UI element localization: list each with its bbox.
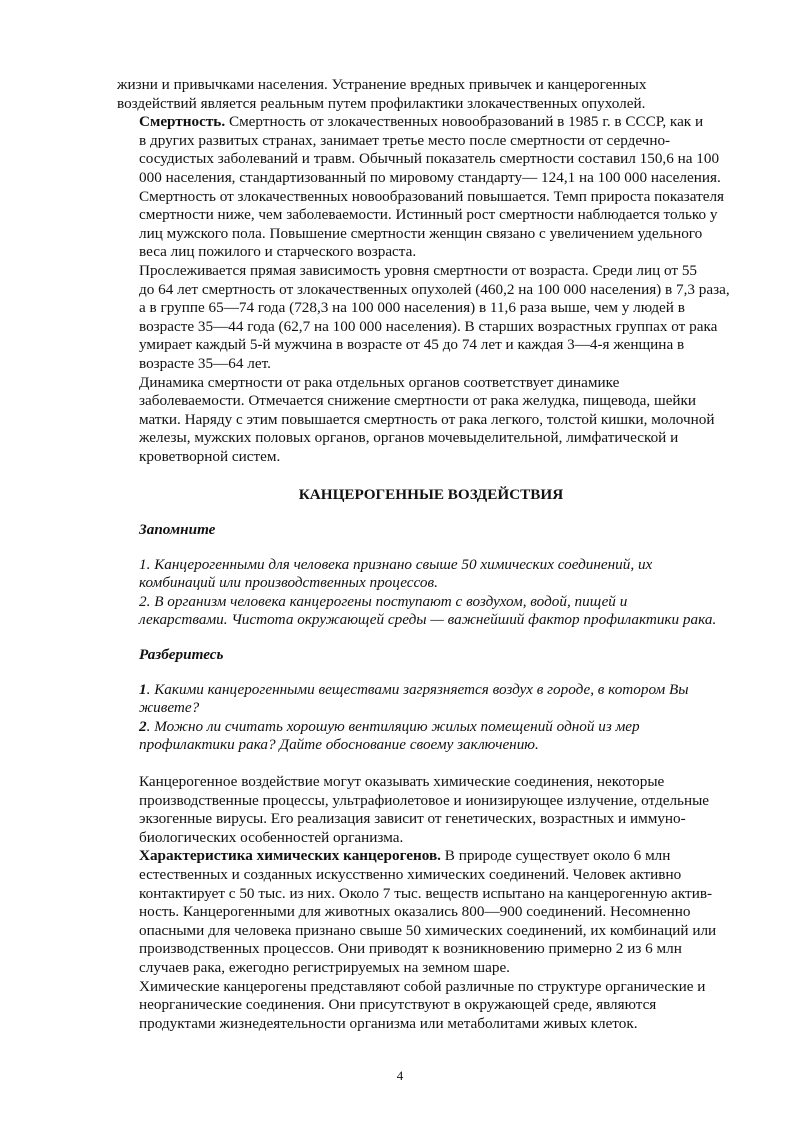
question-item-1 bbox=[117, 681, 745, 718]
text-line: умирает каждый 5-й мужчина в возрасте от 45 до 74 лет и каждая 3—4-я женщина в bbox=[139, 336, 685, 354]
question-item-2 bbox=[117, 718, 745, 755]
text-line: смертности ниже, чем заболеваемости. Истинный рост смертности наблюдается только у bbox=[139, 206, 718, 224]
text-line: Смертность от злокачественных новообразований в 1985 г. в СССР, как и bbox=[225, 113, 704, 131]
text-line: продуктами жизнедеятельности организма или метаболитами живых клеток. bbox=[139, 1014, 638, 1032]
impact-paragraph bbox=[117, 773, 745, 847]
dynamics-paragraph bbox=[117, 374, 745, 467]
text-line: производственные процессы, ультрафиолетовое и ионизирующее излучение, отдельные bbox=[139, 791, 710, 809]
mortality-term: Смертность. bbox=[139, 113, 226, 131]
remember-item-number: 1. bbox=[139, 555, 151, 573]
text-line: 000 населения, стандартизованный по мировому стандарту— 124,1 на 100 000 населения. bbox=[139, 168, 721, 186]
text-line: матки. Наряду с этим повышается смертность от рака легкого, толстой кишки, молочной bbox=[139, 410, 715, 428]
text-line: опасными для человека признано свыше 50 химических соединений, их комбинаций или bbox=[139, 921, 717, 939]
text-line: а в группе 65—74 года (728,3 на 100 000 населения) в 11,6 раза выше, чем у людей в bbox=[139, 299, 685, 317]
text-line: живете? bbox=[139, 699, 200, 717]
question-number: 1 bbox=[139, 680, 147, 698]
text-line: в других развитых странах, занимает третье место после смертности от сердечно- bbox=[139, 131, 671, 149]
mortality-paragraph bbox=[117, 113, 745, 262]
text-line: жизни и привычками населения. Устранение вредных привычек и канцерогенных bbox=[117, 76, 647, 93]
text-line: В природе существует около 6 млн bbox=[440, 847, 671, 865]
text-line: железы, мужских половых органов, органов мочевыделительной, лимфатической и bbox=[139, 429, 679, 447]
text-line: Динамика смертности от рака отдельных органов соответствует динамике bbox=[139, 373, 620, 391]
text-line: неорганические соединения. Они присутствуют в окружающей среде, являются bbox=[139, 996, 657, 1014]
text-line: контактирует с 50 тыс. из них. Около 7 тыс. веществ испытано на канцерогенную актив- bbox=[139, 884, 713, 902]
text-line: Канцерогенное воздействие могут оказывать химические соединения, некоторые bbox=[139, 773, 665, 790]
remember-item-2 bbox=[117, 593, 745, 630]
text-line: возрасте 35—64 лет. bbox=[139, 354, 271, 372]
text-line: лиц мужского пола. Повышение смертности женщин связано с увеличением удельного bbox=[139, 224, 703, 242]
text-line: сосудистых заболеваний и травм. Обычный показатель смертности составил 150,6 на 100 bbox=[139, 150, 720, 168]
text-line: Прослеживается прямая зависимость уровня смертности от возраста. Среди лиц от 55 bbox=[139, 261, 698, 279]
text-line: производственных процессов. Они приводят к возникновению примерно 2 из 6 млн bbox=[139, 940, 682, 958]
text-line: заболеваемости. Отмечается снижение смертности от рака желудка, пищевода, шейки bbox=[139, 392, 697, 410]
text-line: комбинаций или производственных процессов. bbox=[139, 574, 438, 592]
age-paragraph bbox=[117, 262, 745, 374]
text-line: . Можно ли считать хорошую вентиляцию жилых помещений одной из мер bbox=[146, 717, 640, 735]
section-heading: КАНЦЕРОГЕННЫЕ ВОЗДЕЙСТВИЯ bbox=[298, 486, 564, 504]
figure-out-title: Разберитесь bbox=[139, 646, 224, 664]
text-line: экзогенные вирусы. Его реализация зависит от генетических, возрастных и иммуно- bbox=[139, 810, 686, 828]
text-line: биологических особенностей организма. bbox=[139, 828, 404, 846]
chem-characteristics-term: Характеристика химических канцерогенов. bbox=[139, 847, 441, 865]
text-line: кроветворной систем. bbox=[139, 447, 281, 465]
text-line: естественных и созданных искусственно химических соединений. Человек активно bbox=[139, 865, 682, 883]
remember-item-1 bbox=[117, 556, 745, 593]
document-page bbox=[117, 76, 745, 1033]
page-number: 4 bbox=[396, 1068, 404, 1083]
text-line: ность. Канцерогенными для животных оказались 800—900 соединений. Несомненно bbox=[139, 903, 691, 921]
text-line: веса лиц пожилого и старческого возраста. bbox=[139, 243, 417, 261]
text-line: . Какими канцерогенными веществами загрязняется воздух в городе, в котором Вы bbox=[146, 680, 689, 698]
text-line: профилактики рака? Дайте обоснование своему заключению. bbox=[139, 736, 539, 754]
text-line: В организм человека канцерогены поступают с воздухом, водой, пищей и bbox=[150, 592, 628, 610]
text-line: до 64 лет смертность от злокачественных опухолей (460,2 на 100 000 населения) в 7,3 раза, bbox=[139, 280, 730, 298]
text-line: воздействий является реальным путем профилактики злокачественных опухолей. bbox=[117, 94, 646, 112]
chem-characteristics-paragraph bbox=[117, 847, 745, 977]
text-line: лекарствами. Чистота окружающей среды — важнейший фактор профилактики рака. bbox=[139, 611, 717, 629]
text-line: случаев рака, ежегодно регистрируемых на земном шаре. bbox=[139, 958, 510, 976]
chem-paragraph bbox=[117, 978, 745, 1034]
text-line: возрасте 35—44 года (62,7 на 100 000 населения). В старших возрастных группах от рака bbox=[139, 317, 718, 335]
text-line: Канцерогенными для человека признано свыше 50 химических соединений, их bbox=[150, 555, 653, 573]
intro-paragraph bbox=[117, 76, 745, 113]
text-line: Смертность от злокачественных новообразований повышается. Темп прироста показателя bbox=[139, 187, 725, 205]
question-number: 2 bbox=[139, 717, 147, 735]
text-line: Химические канцерогены представляют собой различные по структуре органические и bbox=[139, 977, 706, 995]
remember-item-number: 2. bbox=[139, 592, 151, 610]
remember-title: Запомните bbox=[139, 521, 216, 539]
